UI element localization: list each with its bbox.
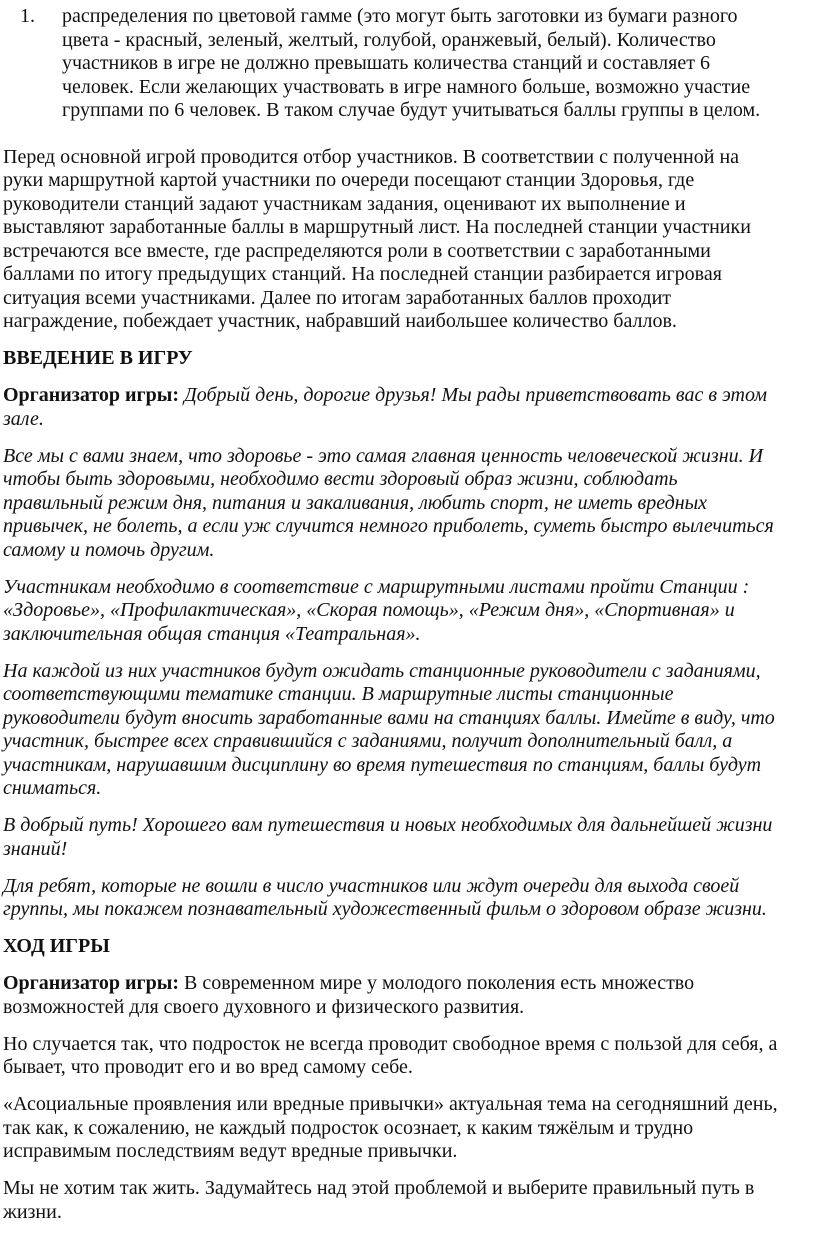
line-text: Для ребят, которые не вошли в число участников или ждут очереди для выхода своей	[3, 874, 740, 897]
text-line	[3, 216, 816, 240]
list-number: 1.	[20, 5, 35, 27]
list-item	[3, 5, 816, 123]
speaker-label: Организатор игры:	[3, 384, 180, 406]
section-heading	[3, 935, 816, 959]
line-text: Участникам необходимо в соответствие с маршрутными листами пройти Станции :	[3, 575, 750, 598]
text-line	[3, 972, 816, 996]
text-line	[3, 169, 816, 193]
paragraph	[3, 972, 816, 1019]
paragraph	[3, 1033, 816, 1080]
line-text: бывает, что проводит его и во вред самому себе.	[3, 1056, 413, 1078]
line-text: награждение, побеждает участник, набравший наибольшее количество баллов.	[3, 310, 677, 332]
line-text: исправимым последствиям ведут вредные привычки.	[3, 1140, 458, 1162]
line-text: жизни.	[3, 1200, 62, 1223]
text-line	[3, 310, 816, 334]
line-text: «Асоциальные проявления или вредные привычки» актуальная тема на сегодняшний день,	[3, 1093, 778, 1115]
line-text: самому и помочь другим.	[3, 538, 215, 561]
line-text: участников в игре не должно превышать количества станций и составляет 6	[62, 52, 710, 74]
line-text: руководители станций задают участникам задания, оценивают их выполнение и	[3, 192, 686, 215]
line-text: группы, мы покажем познавательный художественный фильм о здоровом образе жизни.	[3, 898, 767, 920]
text-line	[3, 875, 816, 899]
text-line	[3, 777, 816, 801]
text-line	[3, 707, 816, 731]
line-text: привычек, не болеть, а если уж случится немного приболеть, суметь быстро вылечиться	[3, 515, 774, 537]
line-text: распределения по цветовой гамме (это могут быть заготовки из бумаги разного	[62, 5, 738, 27]
line-text: Но случается так, что подросток не всегда проводит свободное время с пользой для себя, а	[3, 1032, 778, 1055]
line-text: так как, к сожалению, не каждый подросток осознает, к каким тяжёлым и трудно	[3, 1116, 694, 1139]
text-line	[3, 1056, 816, 1080]
line-text: Все мы с вами знаем, что здоровье - это самая главная ценность человеческой жизни. И	[3, 444, 764, 467]
line-text: правильный режим дня, питания и закаливания, любить спорт, не иметь вредных	[3, 491, 708, 514]
text-line	[3, 730, 816, 754]
text-line	[3, 384, 816, 408]
paragraph	[3, 146, 816, 334]
text-line	[3, 445, 816, 469]
line-text: соответствующими тематике станции. В маршрутные листы станционные	[3, 683, 674, 705]
text-line	[3, 898, 816, 922]
speaker-label: Организатор игры:	[3, 972, 180, 994]
line-text: баллами по итогу предыдущих станций. На последней станции разбирается игровая	[3, 263, 722, 285]
text-line	[3, 754, 816, 778]
line-text: встречаются все вместе, где распределяются роли в соответствии с заработанными	[3, 239, 711, 262]
line-text: участник, быстрее всех справившийся с заданиями, получит дополнительный балл, а	[3, 730, 733, 752]
text-line	[3, 492, 816, 516]
paragraph	[3, 384, 816, 431]
text-line	[3, 1093, 816, 1117]
paragraph	[3, 660, 816, 801]
text-line	[3, 599, 816, 623]
text-line	[3, 468, 816, 492]
line-text: руководители будут вносить заработанные вами на станциях баллы. Имейте в виду, что	[3, 706, 775, 729]
paragraph	[3, 1177, 816, 1224]
text-line	[3, 838, 816, 862]
line-text: чтобы быть здоровыми, необходимо вести здоровый образ жизни, соблюдать	[3, 468, 678, 490]
line-text: На каждой из них участников будут ожидать станционные руководители с заданиями,	[3, 659, 761, 682]
line-text: участникам, нарушавшим дисциплину во время путешествия по станциям, баллы будут	[3, 753, 762, 776]
text-line	[3, 240, 816, 264]
text-line	[62, 99, 816, 123]
text-line	[3, 814, 816, 838]
line-text: Добрый день, дорогие друзья! Мы рады приветствовать вас в этом	[179, 384, 768, 406]
line-text: ВВЕДЕНИЕ В ИГРУ	[3, 347, 193, 369]
line-text: Мы не хотим так жить. Задумайтесь над этой проблемой и выберите правильный путь в	[3, 1177, 755, 1199]
text-line	[3, 1201, 816, 1225]
paragraph	[3, 445, 816, 563]
text-line	[3, 576, 816, 600]
text-line	[3, 623, 816, 647]
line-text: В добрый путь! Хорошего вам путешествия и новых необходимых для дальнейшей жизни	[3, 814, 773, 836]
text-line	[62, 76, 816, 100]
text-line	[62, 52, 816, 76]
text-line	[3, 347, 816, 371]
line-text: человек. Если желающих участвовать в игре намного больше, возможно участие	[62, 75, 751, 98]
text-line	[3, 263, 816, 287]
text-line	[3, 1177, 816, 1201]
line-text: В современном мире у молодого поколения есть множество	[179, 972, 695, 994]
paragraph	[3, 814, 816, 861]
paragraph	[3, 576, 816, 647]
text-line	[3, 515, 816, 539]
line-text: знаний!	[3, 837, 68, 860]
line-text: зале.	[3, 407, 44, 430]
text-line	[3, 1117, 816, 1141]
line-text: «Здоровье», «Профилактическая», «Скорая помощь», «Режим дня», «Спортивная» и	[3, 599, 735, 621]
text-line	[3, 193, 816, 217]
text-line	[3, 539, 816, 563]
line-text: Перед основной игрой проводится отбор участников. В соответствии с полученной на	[3, 145, 740, 168]
line-text: возможностей для своего духовного и физического развития.	[3, 995, 525, 1018]
text-line	[3, 996, 816, 1020]
text-line	[3, 1033, 816, 1057]
text-line	[3, 935, 816, 959]
text-line	[3, 660, 816, 684]
line-text: ситуация всеми участниками. Далее по итогам заработанных баллов проходит	[3, 286, 672, 309]
paragraph	[3, 1093, 816, 1164]
paragraph	[3, 875, 816, 922]
line-text: заключительная общая станция «Театральная».	[3, 622, 421, 645]
line-text: цвета - красный, зеленый, желтый, голубой, оранжевый, белый). Количество	[62, 28, 716, 51]
line-text: сниматься.	[3, 777, 102, 799]
line-text: ХОД ИГРЫ	[3, 935, 110, 957]
section-heading	[3, 347, 816, 371]
line-text: руки маршрутной картой участники по очереди посещают станции Здоровья, где	[3, 169, 695, 191]
line-text: выставляют заработанные баллы в маршрутный лист. На последней станции участники	[3, 216, 751, 238]
text-line	[3, 1140, 816, 1164]
text-line	[3, 287, 816, 311]
text-line	[3, 408, 816, 432]
text-line	[62, 29, 816, 53]
text-line	[3, 683, 816, 707]
text-line	[3, 146, 816, 170]
text-line	[62, 5, 816, 29]
line-text: группами по 6 человек. В таком случае будут учитываться баллы группы в целом.	[62, 99, 761, 121]
